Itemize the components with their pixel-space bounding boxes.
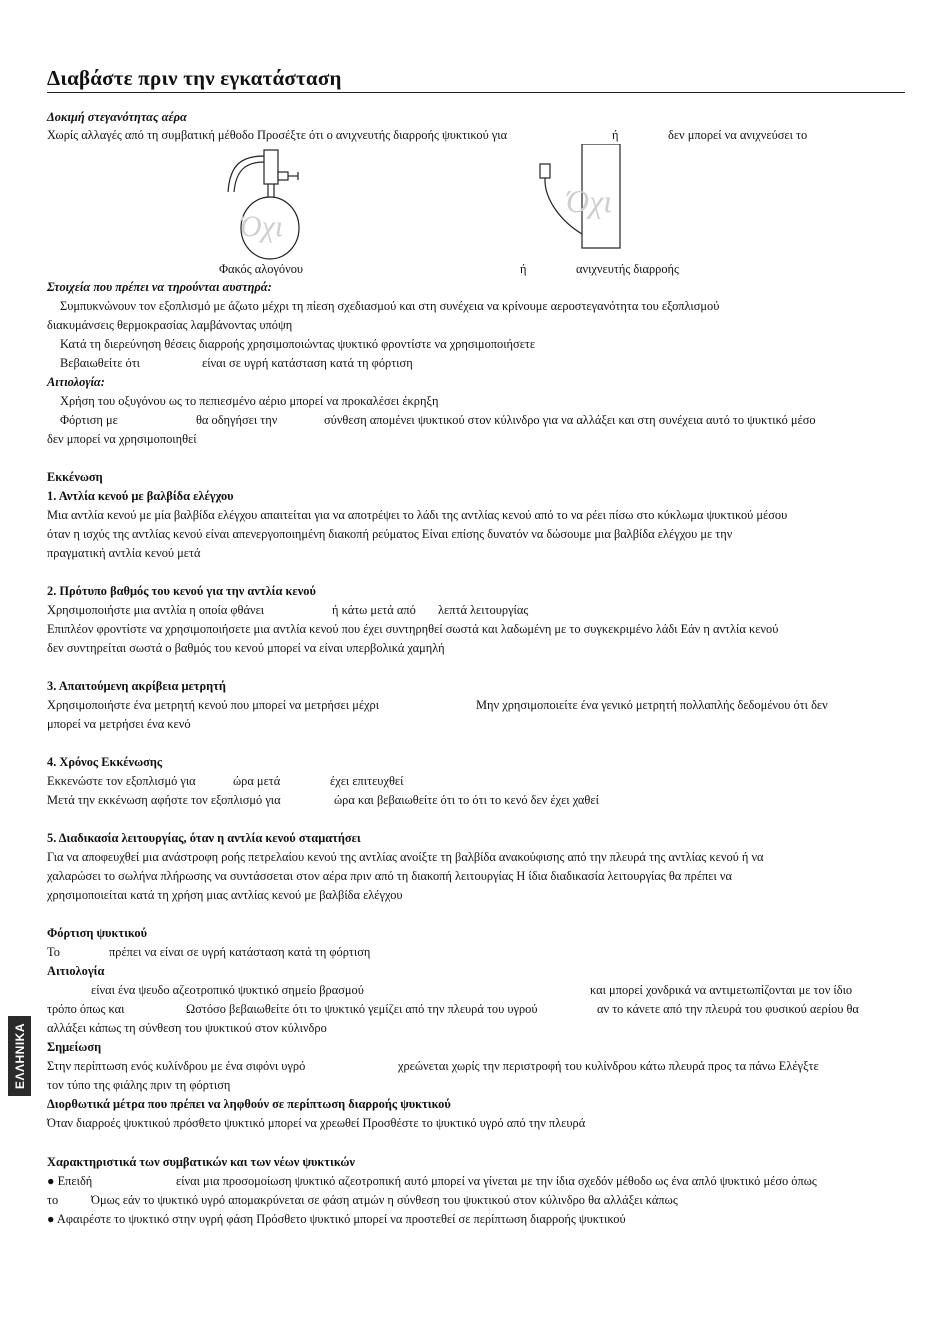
strict-line-1: Συμπυκνώνουν τον εξοπλισμό με άζωτο μέχρι τη πίεση σχεδιασμού και στη συνέχεια να κρίνουμε αεροστεγανότητα του εξοπλισμού [60, 299, 720, 313]
evac-p3a-2: Μην χρησιμοποιείτε ένα γενικό μετρητή πολλαπλής δεδομένου ότι δεν [476, 698, 828, 712]
reason-line-1: Χρήση του οξυγόνου ως το πεπιεσμένο αέριο μπορεί να προκαλέσει έκρηξη [60, 394, 439, 408]
charge-r2b: Ωστόσο βεβαιωθείτε ότι το ψυκτικό γεμίζει από την πλευρά του υγρού [186, 1002, 538, 1016]
feat-b1b: είναι μια προσομοίωση ψυκτικό αζεοτροπική αυτό μπορεί να γίνεται με την ίδια σχεδόν μέθοδο ως ένα απλό ψυκτικό μέσο όπως [176, 1174, 817, 1188]
evac-p5-1: Για να αποφευχθεί μια ανάστροφη ροής πετρελαίου κενού της αντλίας ανοίξτε τη βαλβίδα ανακούφισης από την πλευρά της αντλίας κενού ή να [47, 850, 764, 864]
evac-p1-3: πραγματική αντλία κενού μετά [47, 546, 201, 560]
strict-line-2: διακυμάνσεις θερμοκρασίας λαμβάνοντας υπόψη [47, 318, 293, 332]
page-title: Διαβάστε πριν την εγκατάσταση [47, 66, 342, 90]
evac-p5-2: χαλαρώσει το σωλήνα πλήρωσης να συντάσσεται στον αέρα πριν από τη διακοπή λειτουργίας Η ίδια διαδικασία λειτουργίας θα πρέπει να [47, 869, 733, 883]
feat-b1d: Όμως εάν το ψυκτικό υγρό απομακρύνεται σε φάση ατμών η σύνθεση του ψυκτικού στον κύλινδρο θα αλλάξει κάπως [91, 1193, 678, 1207]
feat-b1c: το [47, 1193, 59, 1207]
reason-line-2b: θα οδηγήσει την [196, 413, 278, 427]
evac-h3: 3. Απαιτούμενη ακρίβεια μετρητή [47, 679, 226, 693]
detector-watermark: Όχι [566, 183, 613, 219]
feat-b2: ● Αφαιρέστε το ψυκτικό στην υγρή φάση Πρόσθετο ψυκτικό μπορεί να προστεθεί σε περίπτωση διαρροής ψυκτικού [47, 1212, 626, 1226]
airtight-intro-c: δεν μπορεί να ανιχνεύσει το [668, 128, 808, 142]
charge-n2: τον τύπο της φιάλης πριν τη φόρτιση [47, 1078, 231, 1092]
charge-note-heading: Σημείωση [47, 1040, 102, 1054]
charge-heading: Φόρτιση ψυκτικού [47, 926, 148, 940]
evac-p3a-1: Χρησιμοποιήστε ένα μετρητή κενού που μπορεί να μετρήσει μέχρι [47, 698, 380, 712]
charge-r2a: τρόπο όπως και [47, 1002, 125, 1016]
evac-p2a-3: λεπτά λειτουργίας [438, 603, 529, 617]
reason-line-3: δεν μπορεί να χρησιμοποιηθεί [47, 432, 197, 446]
feat-heading: Χαρακτηριστικά των συμβατικών και των νέων ψυκτικών [47, 1155, 355, 1169]
evac-p4b-1: Μετά την εκκένωση αφήστε τον εξοπλισμό για [47, 793, 281, 807]
leak-detector-figure [532, 144, 632, 252]
charge-l1b: πρέπει να είναι σε υγρή κατάσταση κατά τη φόρτιση [109, 945, 371, 959]
charge-fix-heading: Διορθωτικά μέτρα που πρέπει να ληφθούν σε περίπτωση διαρροής ψυκτικού [47, 1097, 451, 1111]
language-side-tab-label: ΕΛΛΗΝΙΚΑ [12, 1022, 27, 1090]
caption-or: ή [520, 262, 527, 276]
evac-h5: 5. Διαδικασία λειτουργίας, όταν η αντλία κενού σταματήσει [47, 831, 361, 845]
charge-l1a: Το [47, 945, 60, 959]
evac-h1: 1. Αντλία κενού με βαλβίδα ελέγχου [47, 489, 234, 503]
charge-r1b: και μπορεί χονδρικά να αντιμετωπίζονται με τον ίδιο [590, 983, 853, 997]
halogen-watermark: Όχι [240, 210, 284, 243]
title-rule [47, 92, 905, 93]
strict-line-3: Κατά τη διερεύνηση θέσεις διαρροής χρησιμοποιώντας ψυκτικό φροντίστε να χρησιμοποιήσετε [60, 337, 536, 351]
charge-n1b: χρεώνεται χωρίς την περιστροφή του κυλίνδρου κάτω πλευρά προς τα πάνω Ελέγξτε [398, 1059, 819, 1073]
evac-p2a-1: Χρησιμοποιήστε μια αντλία η οποία φθάνει [47, 603, 265, 617]
charge-n1a: Στην περίπτωση ενός κυλίνδρου με ένα σιφόνι υγρό [47, 1059, 306, 1073]
evac-p4a-3: έχει επιτευχθεί [330, 774, 404, 788]
charge-reason-heading: Αιτιολογία [47, 964, 105, 978]
feat-b1a: ● Επειδή [47, 1174, 93, 1188]
caption-halogen: Φακός αλογόνου [219, 262, 304, 276]
evac-heading: Εκκένωση [47, 470, 103, 484]
charge-r2c: αν το κάνετε από την πλευρά του φυσικού αερίου θα [597, 1002, 859, 1016]
evac-p4b-2: ώρα και βεβαιωθείτε ότι το ότι το κενό δεν έχει χαθεί [334, 793, 599, 807]
charge-r1a: είναι ένα ψευδο αζεοτροπικό ψυκτικό σημείο βρασμού [91, 983, 364, 997]
reason-line-2c: σύνθεση απομένει ψυκτικού στον κύλινδρο για να αλλάξει και στη συνέχεια αυτό το ψυκτικό μέσο [324, 413, 816, 427]
evac-h4: 4. Χρόνος Εκκένωσης [47, 755, 163, 769]
halogen-lamp-figure [212, 144, 308, 262]
caption-detector: ανιχνευτής διαρροής [576, 262, 679, 276]
evac-p1-2: όταν η ισχύς της αντλίας κενού είναι απενεργοποιημένη διακοπή ρεύματος Είναι επίσης δυνατόν να δώσουμε μια βαλβίδα ελέγχου με την [47, 527, 733, 541]
reason-heading: Αιτιολογία: [47, 375, 105, 389]
airtight-intro-a: Χωρίς αλλαγές από τη συμβατική μέθοδο Προσέξτε ότι ο ανιχνευτής διαρροής ψυκτικού για [47, 128, 508, 142]
airtight-intro-b: ή [612, 128, 619, 142]
evac-p4a-1: Εκκενώστε τον εξοπλισμό για [47, 774, 196, 788]
language-side-tab [8, 1016, 31, 1096]
evac-p3b: μπορεί να μετρήσει ένα κενό [47, 717, 191, 731]
evac-p2-2: δεν συντηρείται σωστά ο βαθμός του κενού μπορεί να είναι υπερβολικά χαμηλή [47, 641, 445, 655]
evac-p4a-2: ώρα μετά [233, 774, 281, 788]
charge-f1: Όταν διαρροές ψυκτικού πρόσθετο ψυκτικό μπορεί να χρεωθεί Προσθέστε το ψυκτικό υγρό από την πλευρά [47, 1116, 586, 1130]
evac-p1-1: Μια αντλία κενού με μία βαλβίδα ελέγχου απαιτείται για να αποτρέψει το λάδι της αντλίας κενού από το να ρέει πίσω στο κύκλωμα ψυκτικού μέσου [47, 508, 788, 522]
charge-r3: αλλάξει κάπως τη σύνθεση του ψυκτικού στον κύλινδρο [47, 1021, 327, 1035]
evac-p2-1: Επιπλέον φροντίστε να χρησιμοποιήσετε μια αντλία κενού που έχει συντηρηθεί σωστά και λαδωμένη με το συγκεκριμένο λάδι Εάν η αντλία κενού [47, 622, 779, 636]
evac-h2: 2. Πρότυπο βαθμός του κενού για την αντλία κενού [47, 584, 316, 598]
strict-heading: Στοιχεία που πρέπει να τηρούνται αυστηρά: [47, 280, 272, 294]
evac-p2a-2: ή κάτω μετά από [332, 603, 416, 617]
strict-line-4b: είναι σε υγρή κατάσταση κατά τη φόρτιση [202, 356, 413, 370]
airtight-heading: Δοκιμή στεγανότητας αέρα [47, 110, 187, 124]
reason-line-2a: Φόρτιση με [60, 413, 118, 427]
evac-p5-3: χρησιμοποιείται κατά τη χρήση μιας αντλίας κενού με βαλβίδα ελέγχου [47, 888, 403, 902]
strict-line-4a: Βεβαιωθείτε ότι [60, 356, 141, 370]
